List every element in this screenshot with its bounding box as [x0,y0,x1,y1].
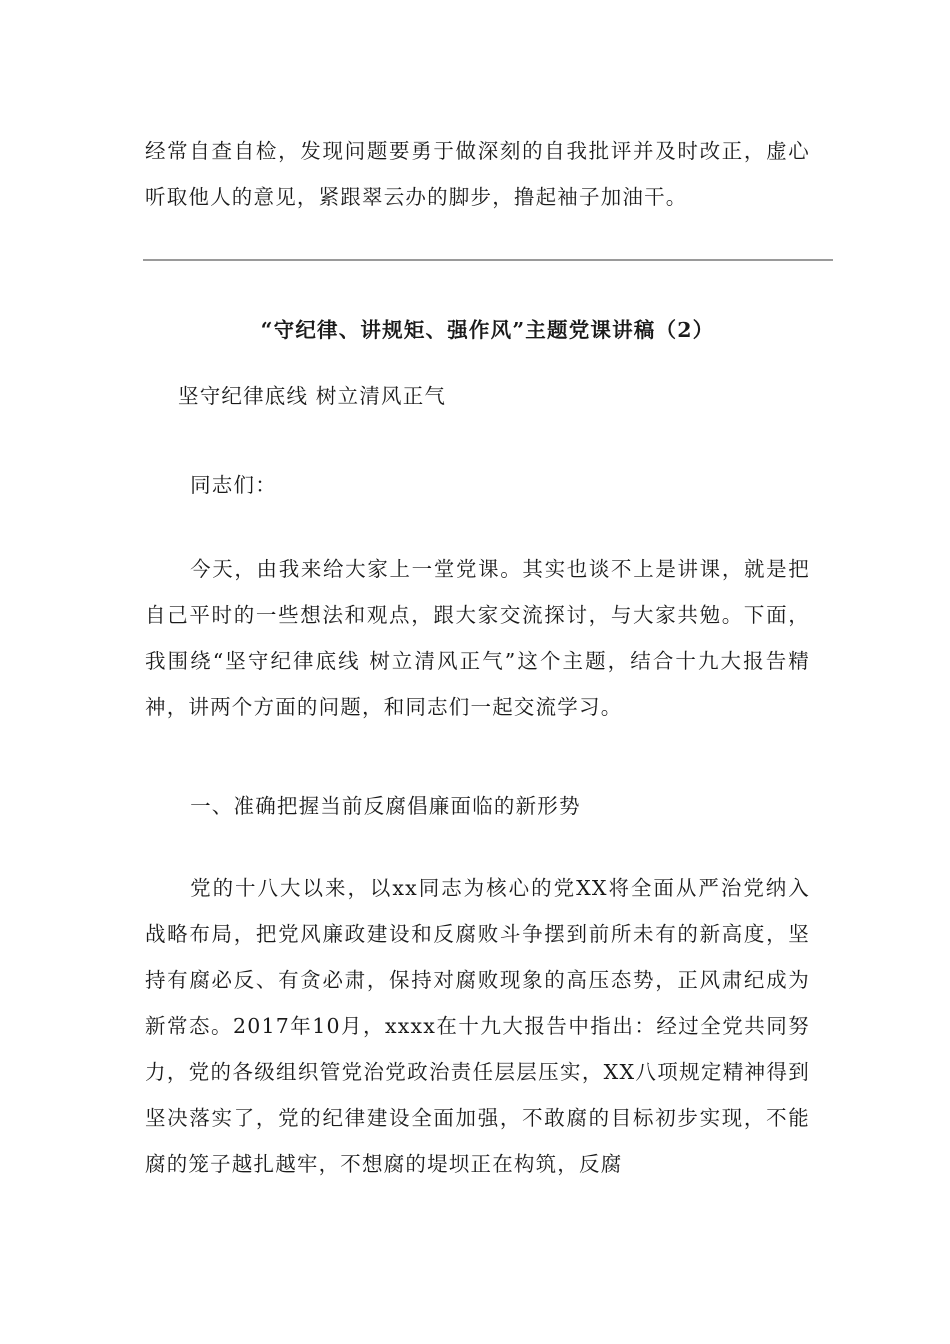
document-subtitle: 坚守纪律底线 树立清风正气 [178,384,447,408]
greeting: 同志们： [190,473,277,497]
section-heading: 一、准确把握当前反腐倡廉面临的新形势 [190,794,581,818]
document-title: “守纪律、讲规矩、强作风”主题党课讲稿（2） [260,318,715,342]
top-paragraph: 经常自查自检，发现问题要勇于做深刻的自我批评并及时改正，虚心听取他人的意见，紧跟翠云办的脚步，撸起袖子加油干。 [145,139,810,209]
section-divider [143,259,833,261]
intro-paragraph: 今天，由我来给大家上一堂党课。其实也谈不上是讲课，就是把自己平时的一些想法和观点，跟大家交流探讨，与大家共勉。下面，我围绕“坚守纪律底线 树立清风正气”这个主题，结合十九大报告精神，讲两个方面的问题，和同志们一起交流学习。 [145,557,810,719]
section-paragraph: 党的十八大以来，以xx同志为核心的党XX将全面从严治党纳入战略布局，把党风廉政建设和反腐败斗争摆到前所未有的新高度，坚持有腐必反、有贪必肃，保持对腐败现象的高压态势，正风肃纪成为新常态。2017年10月，xxxx在十九大报告中指出：经过全党共同努力，党的各级组织管党治党政治责任层层压实，XX八项规定精神得到坚决落实了，党的纪律建设全面加强，不敢腐的目标初步实现，不能腐的笼子越扎越牢，不想腐的堤坝正在构筑，反腐 [145,876,810,1176]
